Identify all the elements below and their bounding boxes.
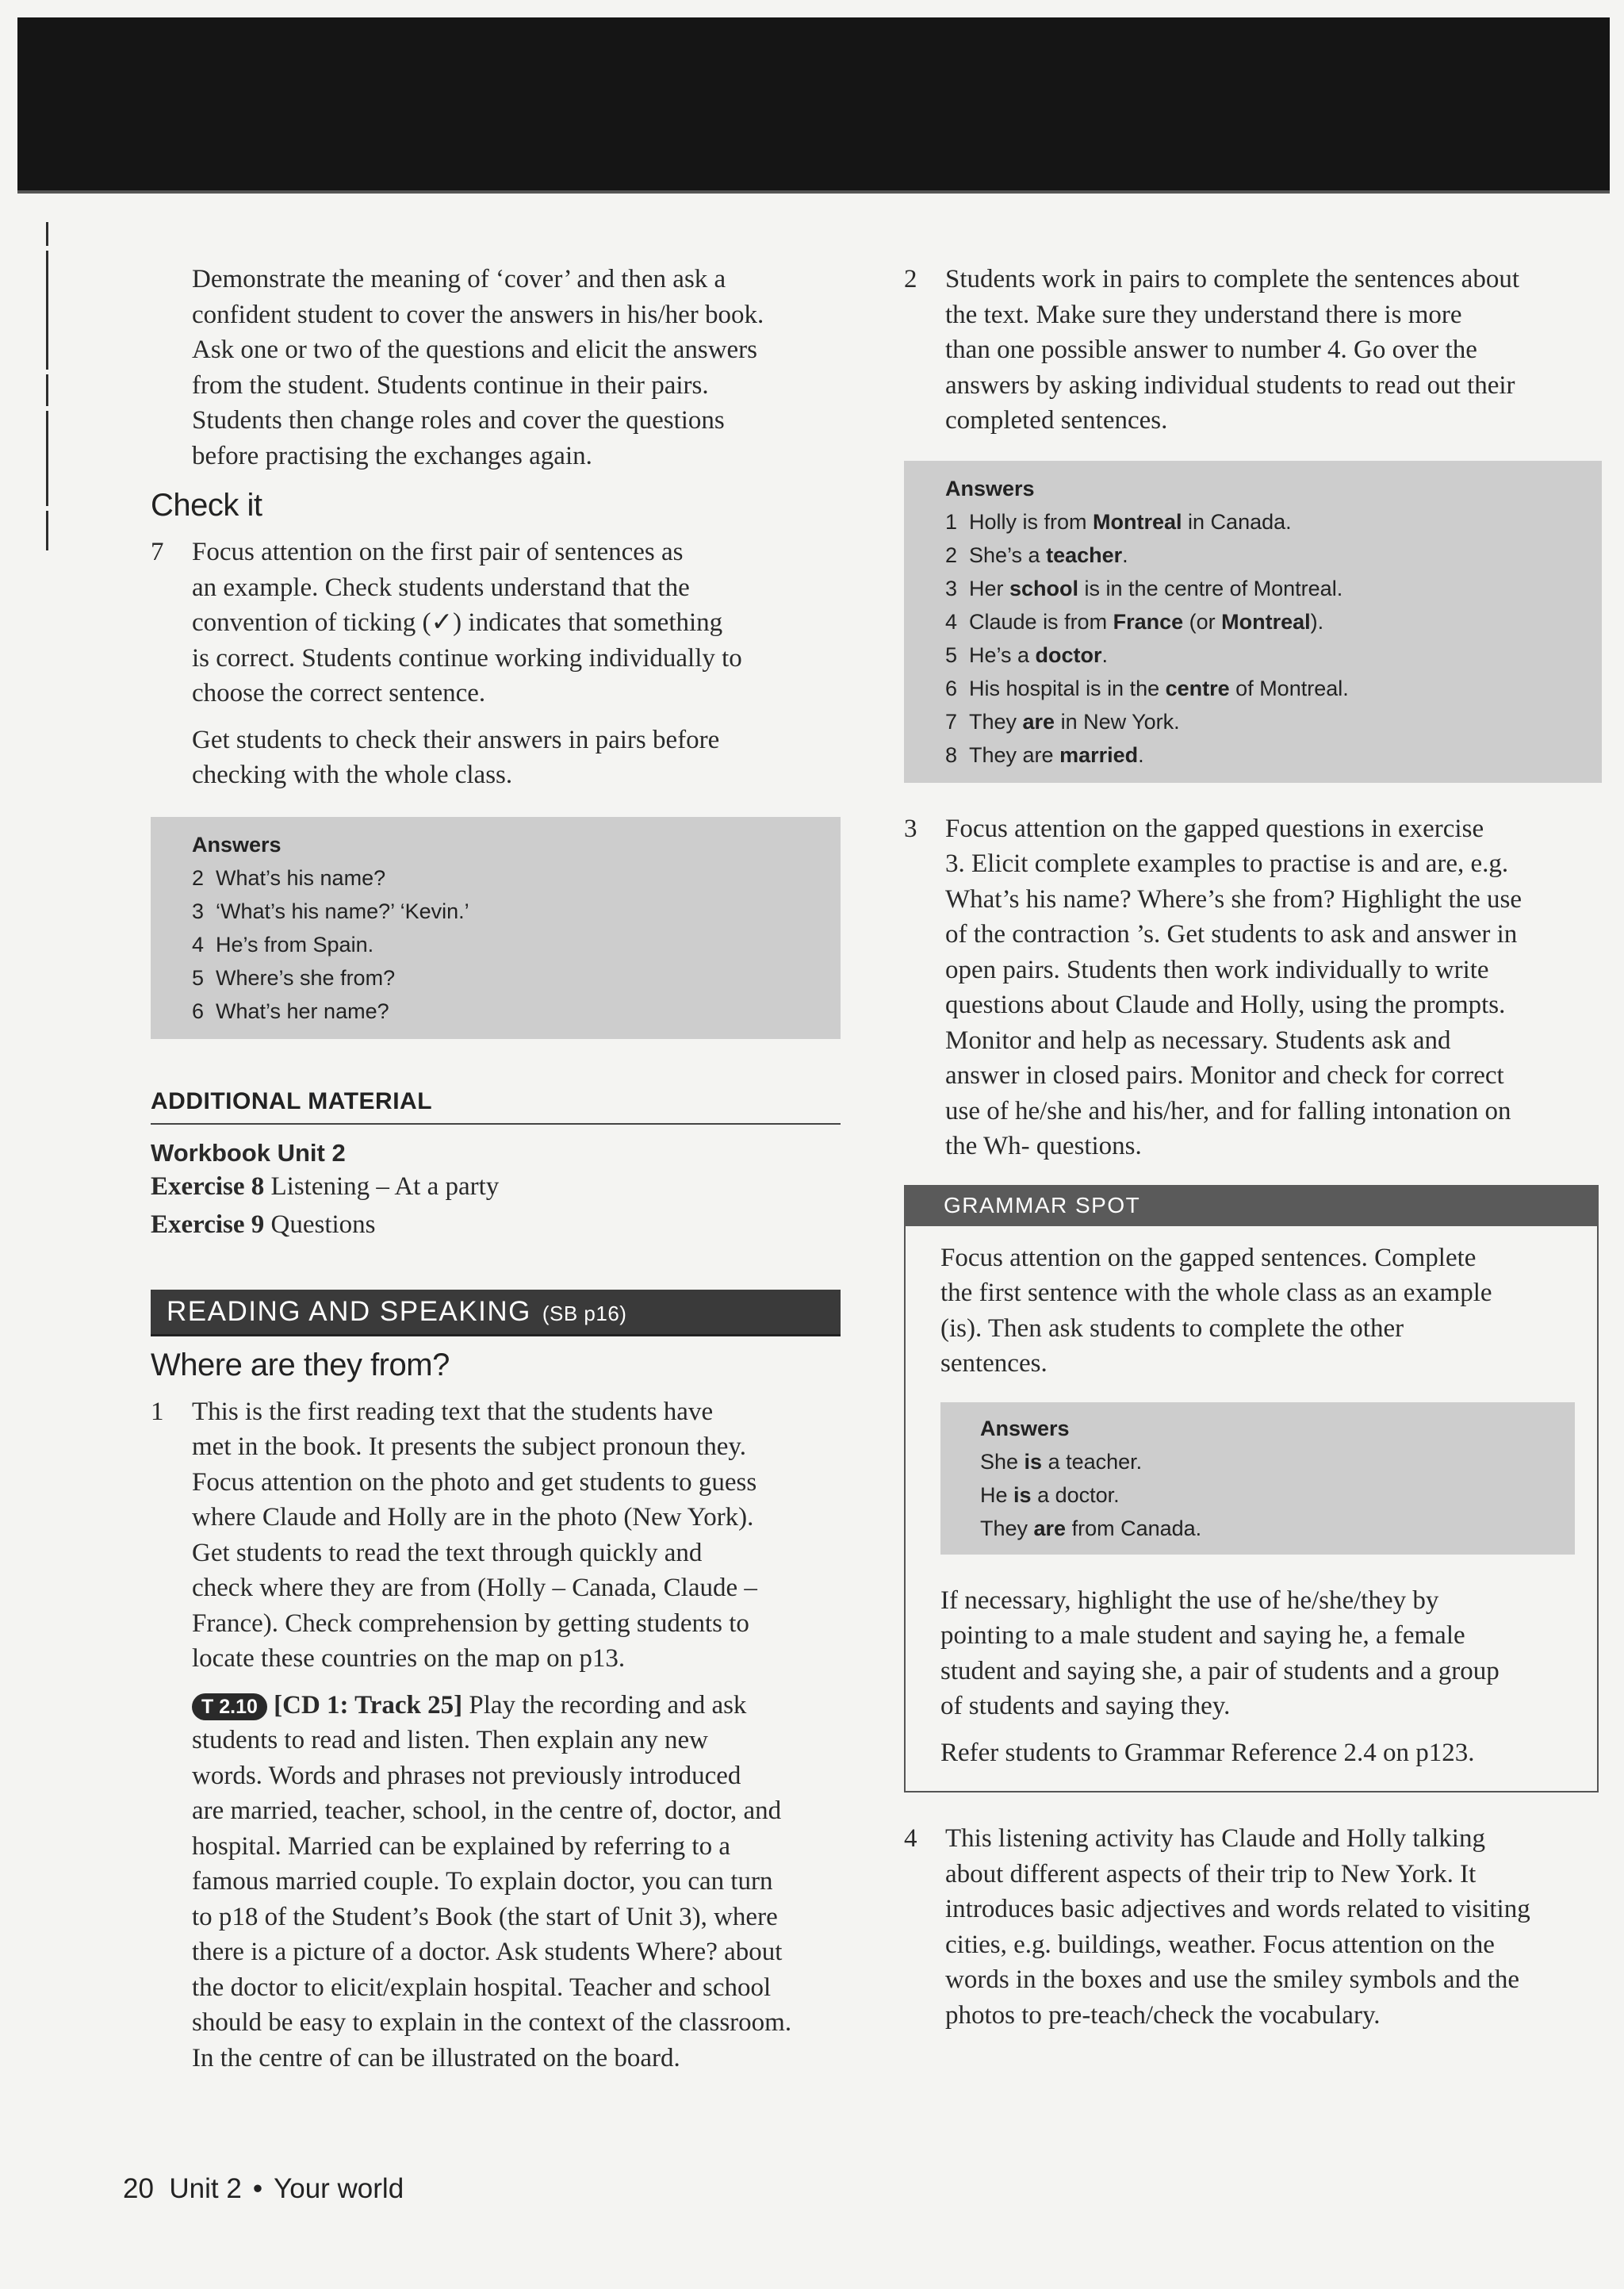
item-2 [904, 262, 1602, 439]
text-line: than one possible answer to number 4. Go over the [945, 335, 1477, 364]
answer-row [945, 638, 1586, 672]
text-line: about different aspects of their trip to New York. It [945, 1859, 1477, 1888]
text-line: the first sentence with the whole class as an example [940, 1279, 1492, 1307]
text-line: of students and saying they. [940, 1692, 1231, 1720]
answer-row [945, 672, 1586, 705]
text-line: the doctor to elicit/explain hospital. Teacher and school [192, 1973, 772, 2002]
answer-text: . [1138, 742, 1144, 767]
answer-text: He’s a [969, 642, 1036, 667]
text-line: questions about Claude and Holly, using the prompts. [945, 991, 1506, 1019]
answer-bold: centre [1165, 676, 1230, 700]
item-1 [151, 1394, 841, 1677]
answer-number: 5 [945, 642, 958, 667]
answer-text: His hospital is in the [969, 676, 1166, 700]
answer-number: 4 [945, 609, 958, 634]
additional-material-heading: ADDITIONAL MATERIAL [151, 1088, 841, 1125]
answer-text: What’s her name? [216, 999, 389, 1023]
text-line: the text. Make sure they understand there is more [945, 300, 1462, 329]
text-line: student and saying she, a pair of students and a group [940, 1656, 1500, 1685]
footer-title: Your world [274, 2173, 404, 2204]
left-column [151, 262, 841, 2076]
text-line: Students then change roles and cover the questions [192, 406, 725, 435]
text-line: sentences. [940, 1349, 1048, 1378]
text-line: is correct. Students continue working individually to [192, 643, 742, 673]
text-line: This is the first reading text that the students have [192, 1397, 714, 1426]
text-line: an example. Check students understand that the [192, 573, 690, 602]
text-line: completed sentences. [945, 406, 1168, 435]
answer-text: a teacher. [1042, 1449, 1143, 1474]
answer-row [980, 1512, 1559, 1545]
answers-box-1 [151, 817, 841, 1039]
answer-bold: is [1013, 1482, 1032, 1507]
answer-text: Holly is from [969, 509, 1094, 534]
answer-number: 3 [945, 576, 958, 600]
text-line: students to read and listen. Then explain any new [192, 1726, 708, 1754]
answer-text: in New York. [1055, 709, 1180, 734]
answer-row [980, 1445, 1559, 1478]
track-paragraph [151, 1688, 841, 2076]
text-line: cities, e.g. buildings, weather. Focus attention on the [945, 1930, 1495, 1959]
text-line: Demonstrate the meaning of ‘cover’ and then ask a [192, 265, 726, 293]
answer-text: of Montreal. [1229, 676, 1349, 700]
exercise-label: Exercise 9 [151, 1210, 265, 1239]
text-line: confident student to cover the answers in his/her book. [192, 300, 764, 329]
footer-unit: Unit 2 [169, 2173, 242, 2204]
text-line: In the centre of can be illustrated on the board. [192, 2043, 680, 2072]
answer-row [945, 738, 1586, 772]
item-3 [904, 811, 1602, 1164]
reading-speaking-banner [151, 1290, 841, 1336]
answer-number: 7 [945, 709, 958, 734]
text-line: Get students to check their answers in pairs before [192, 725, 720, 754]
answer-text: She [980, 1449, 1025, 1474]
answers-title: Answers [945, 476, 1035, 500]
pairs-paragraph [151, 723, 841, 793]
answer-row [980, 1478, 1559, 1512]
answer-number: 8 [945, 742, 958, 767]
text-line: check where they are from (Holly – Canada, Claude – [192, 1574, 757, 1602]
margin-binding-marks [46, 222, 50, 595]
text-line: Get students to read the text through quickly and [192, 1538, 703, 1567]
answer-number: 2 [192, 865, 205, 890]
answer-row [945, 539, 1586, 572]
text-line: pointing to a male student and saying he, a female [940, 1621, 1465, 1650]
grammar-after-paragraph [940, 1583, 1562, 1724]
answer-number: 4 [192, 932, 205, 957]
page-number: 20 [123, 2173, 154, 2204]
answer-text: They are [969, 742, 1060, 767]
answers-box-2 [904, 461, 1602, 783]
answer-text: Where’s she from? [216, 965, 396, 990]
answer-bold: teacher [1046, 543, 1123, 567]
answer-bold: are [1033, 1516, 1067, 1540]
item-number: 7 [151, 538, 164, 566]
answer-text: ‘What’s his name?’ ‘Kevin.’ [216, 899, 469, 923]
answer-bold: married [1059, 742, 1139, 767]
answer-text: a doctor. [1031, 1482, 1120, 1507]
banner-reference: (SB p16) [542, 1301, 627, 1325]
answer-text: What’s his name? [216, 865, 386, 890]
text-line: locate these countries on the map on p13. [192, 1644, 626, 1673]
exercise-row [151, 1168, 841, 1206]
item-7 [151, 535, 841, 711]
text-line: convention of ticking (✓) indicates that something [192, 608, 723, 637]
text-line: met in the book. It presents the subject pronoun they. [192, 1432, 746, 1461]
answer-bold: doctor [1035, 642, 1102, 667]
answer-text: Her [969, 576, 1010, 600]
answer-number: 2 [945, 543, 958, 567]
text-line: are married, teacher, school, in the centre of, doctor, and [192, 1796, 782, 1825]
text-line: (is). Then ask students to complete the other [940, 1313, 1404, 1343]
answer-bold: Montreal [1221, 609, 1311, 634]
item-4 [904, 1821, 1602, 2033]
text-line: open pairs. Students then work individually to write [945, 955, 1489, 984]
answer-bold: Montreal [1093, 509, 1182, 534]
text-line: What’s his name? Where’s she from? Highlight the use [945, 884, 1522, 914]
track-badge: T 2.10 [192, 1693, 267, 1720]
text-line: Students work in pairs to complete the sentences about [945, 265, 1520, 293]
check-it-heading: Check it [151, 488, 262, 523]
text-line: answers by asking individual students to read out their [945, 370, 1515, 400]
text-line: answer in closed pairs. Monitor and check for correct [945, 1061, 1504, 1090]
answer-row [945, 572, 1586, 605]
text-span: Play the recording and ask [462, 1690, 747, 1720]
grammar-answers-box [940, 1402, 1575, 1555]
answer-text: Claude is from [969, 609, 1113, 634]
answer-text: from Canada. [1066, 1516, 1202, 1540]
answer-text: (or [1183, 609, 1222, 634]
exercise-text: Questions [270, 1210, 376, 1239]
exercise-label: Exercise 8 [151, 1171, 265, 1201]
answer-number: 6 [192, 999, 205, 1023]
answer-text: . [1101, 642, 1109, 667]
answer-text: . [1122, 543, 1128, 567]
text-line: hospital. Married can be explained by referring to a [192, 1831, 730, 1861]
text-line: the Wh- questions. [945, 1132, 1142, 1160]
answer-row [192, 928, 825, 961]
answer-text: is in the centre of Montreal. [1078, 576, 1343, 600]
grammar-reference-note: Refer students to Grammar Reference 2.4 on p123. [940, 1738, 1475, 1767]
grammar-spot-box [904, 1185, 1599, 1793]
answer-row [945, 605, 1586, 638]
text-line: Focus attention on the gapped questions in exercise [945, 814, 1484, 843]
answer-number: 3 [192, 899, 205, 923]
text-line: from the student. Students continue in their pairs. [192, 370, 709, 400]
text-line: where Claude and Holly are in the photo (New York). [192, 1503, 754, 1532]
text-line: introduces basic adjectives and words related to visiting [945, 1895, 1530, 1923]
text-line: Focus attention on the photo and get students to guess [192, 1467, 757, 1497]
text-line: famous married couple. To explain doctor, you can turn [192, 1867, 773, 1896]
answer-text: She’s a [969, 543, 1047, 567]
text-line: there is a picture of a doctor. Ask students Where? about [192, 1938, 783, 1966]
grammar-spot-body [904, 1226, 1599, 1793]
right-column [904, 262, 1602, 2033]
answers-title: Answers [980, 1416, 1070, 1440]
exercise-row [151, 1206, 841, 1244]
text-line: Focus attention on the first pair of sentences as [192, 538, 684, 566]
text-line: before practising the exchanges again. [192, 441, 592, 470]
exercise-text: Listening – At a party [270, 1171, 500, 1201]
answer-number: 6 [945, 676, 958, 700]
text-line: words. Words and phrases not previously introduced [192, 1761, 741, 1790]
answer-text: He [980, 1482, 1014, 1507]
text-line: words in the boxes and use the smiley symbols and the [945, 1965, 1520, 1994]
text-line: use of he/she and his/her, and for falling intonation on [945, 1096, 1511, 1125]
answer-number: 5 [192, 965, 205, 990]
answer-bold: are [1022, 709, 1055, 734]
intro-paragraph [151, 262, 841, 474]
answers-title: Answers [192, 832, 282, 857]
item-number: 3 [904, 814, 917, 843]
answer-row [945, 505, 1586, 539]
text-line: of the contraction ’s. Get students to ask and answer in [945, 920, 1518, 949]
answer-text: He’s from Spain. [216, 932, 374, 957]
answer-row [945, 705, 1586, 738]
text-line: 3. Elicit complete examples to practise is and are, e.g. [945, 849, 1509, 878]
answer-bold: France [1113, 609, 1184, 634]
answer-bold: is [1024, 1449, 1043, 1474]
item-number: 2 [904, 265, 917, 293]
text-line: This listening activity has Claude and Holly talking [945, 1824, 1485, 1853]
answer-text: in Canada. [1182, 509, 1292, 534]
answer-text: They [969, 709, 1023, 734]
page-footer [123, 2173, 404, 2205]
answer-row [192, 861, 825, 895]
grammar-spot-title: GRAMMAR SPOT [904, 1185, 1599, 1226]
answer-row [192, 995, 825, 1028]
answer-row [192, 961, 825, 995]
text-line: Ask one or two of the questions and elicit the answers [192, 335, 758, 364]
workbook-title: Workbook Unit 2 [151, 1138, 346, 1167]
text-line: If necessary, highlight the use of he/she/they by [940, 1585, 1439, 1615]
footer-separator: • [252, 2173, 263, 2204]
answer-bold: school [1009, 576, 1079, 600]
item-number: 1 [151, 1397, 164, 1426]
text-line: checking with the whole class. [192, 761, 513, 789]
answer-number: 1 [945, 509, 958, 534]
header-rule [17, 190, 1610, 194]
section-heading: Where are they from? [151, 1347, 450, 1382]
text-line [192, 1688, 841, 1723]
top-header-bar [17, 17, 1610, 190]
answer-row [192, 895, 825, 928]
item-number: 4 [904, 1824, 917, 1853]
text-line: Focus attention on the gapped sentences. Complete [940, 1243, 1477, 1272]
text-line: photos to pre-teach/check the vocabulary. [945, 2000, 1381, 2030]
banner-title: READING AND SPEAKING [167, 1295, 531, 1327]
text-line: France). Check comprehension by getting students to [192, 1608, 749, 1638]
track-reference: [CD 1: Track 25] [274, 1690, 463, 1720]
answer-text: They [980, 1516, 1034, 1540]
text-line: choose the correct sentence. [192, 679, 486, 707]
text-line: Monitor and help as necessary. Students ask and [945, 1026, 1451, 1055]
text-line: should be easy to explain in the context of the classroom. [192, 2008, 792, 2037]
text-line: to p18 of the Student’s Book (the start of Unit 3), where [192, 1902, 778, 1931]
answer-text: ). [1310, 609, 1324, 634]
